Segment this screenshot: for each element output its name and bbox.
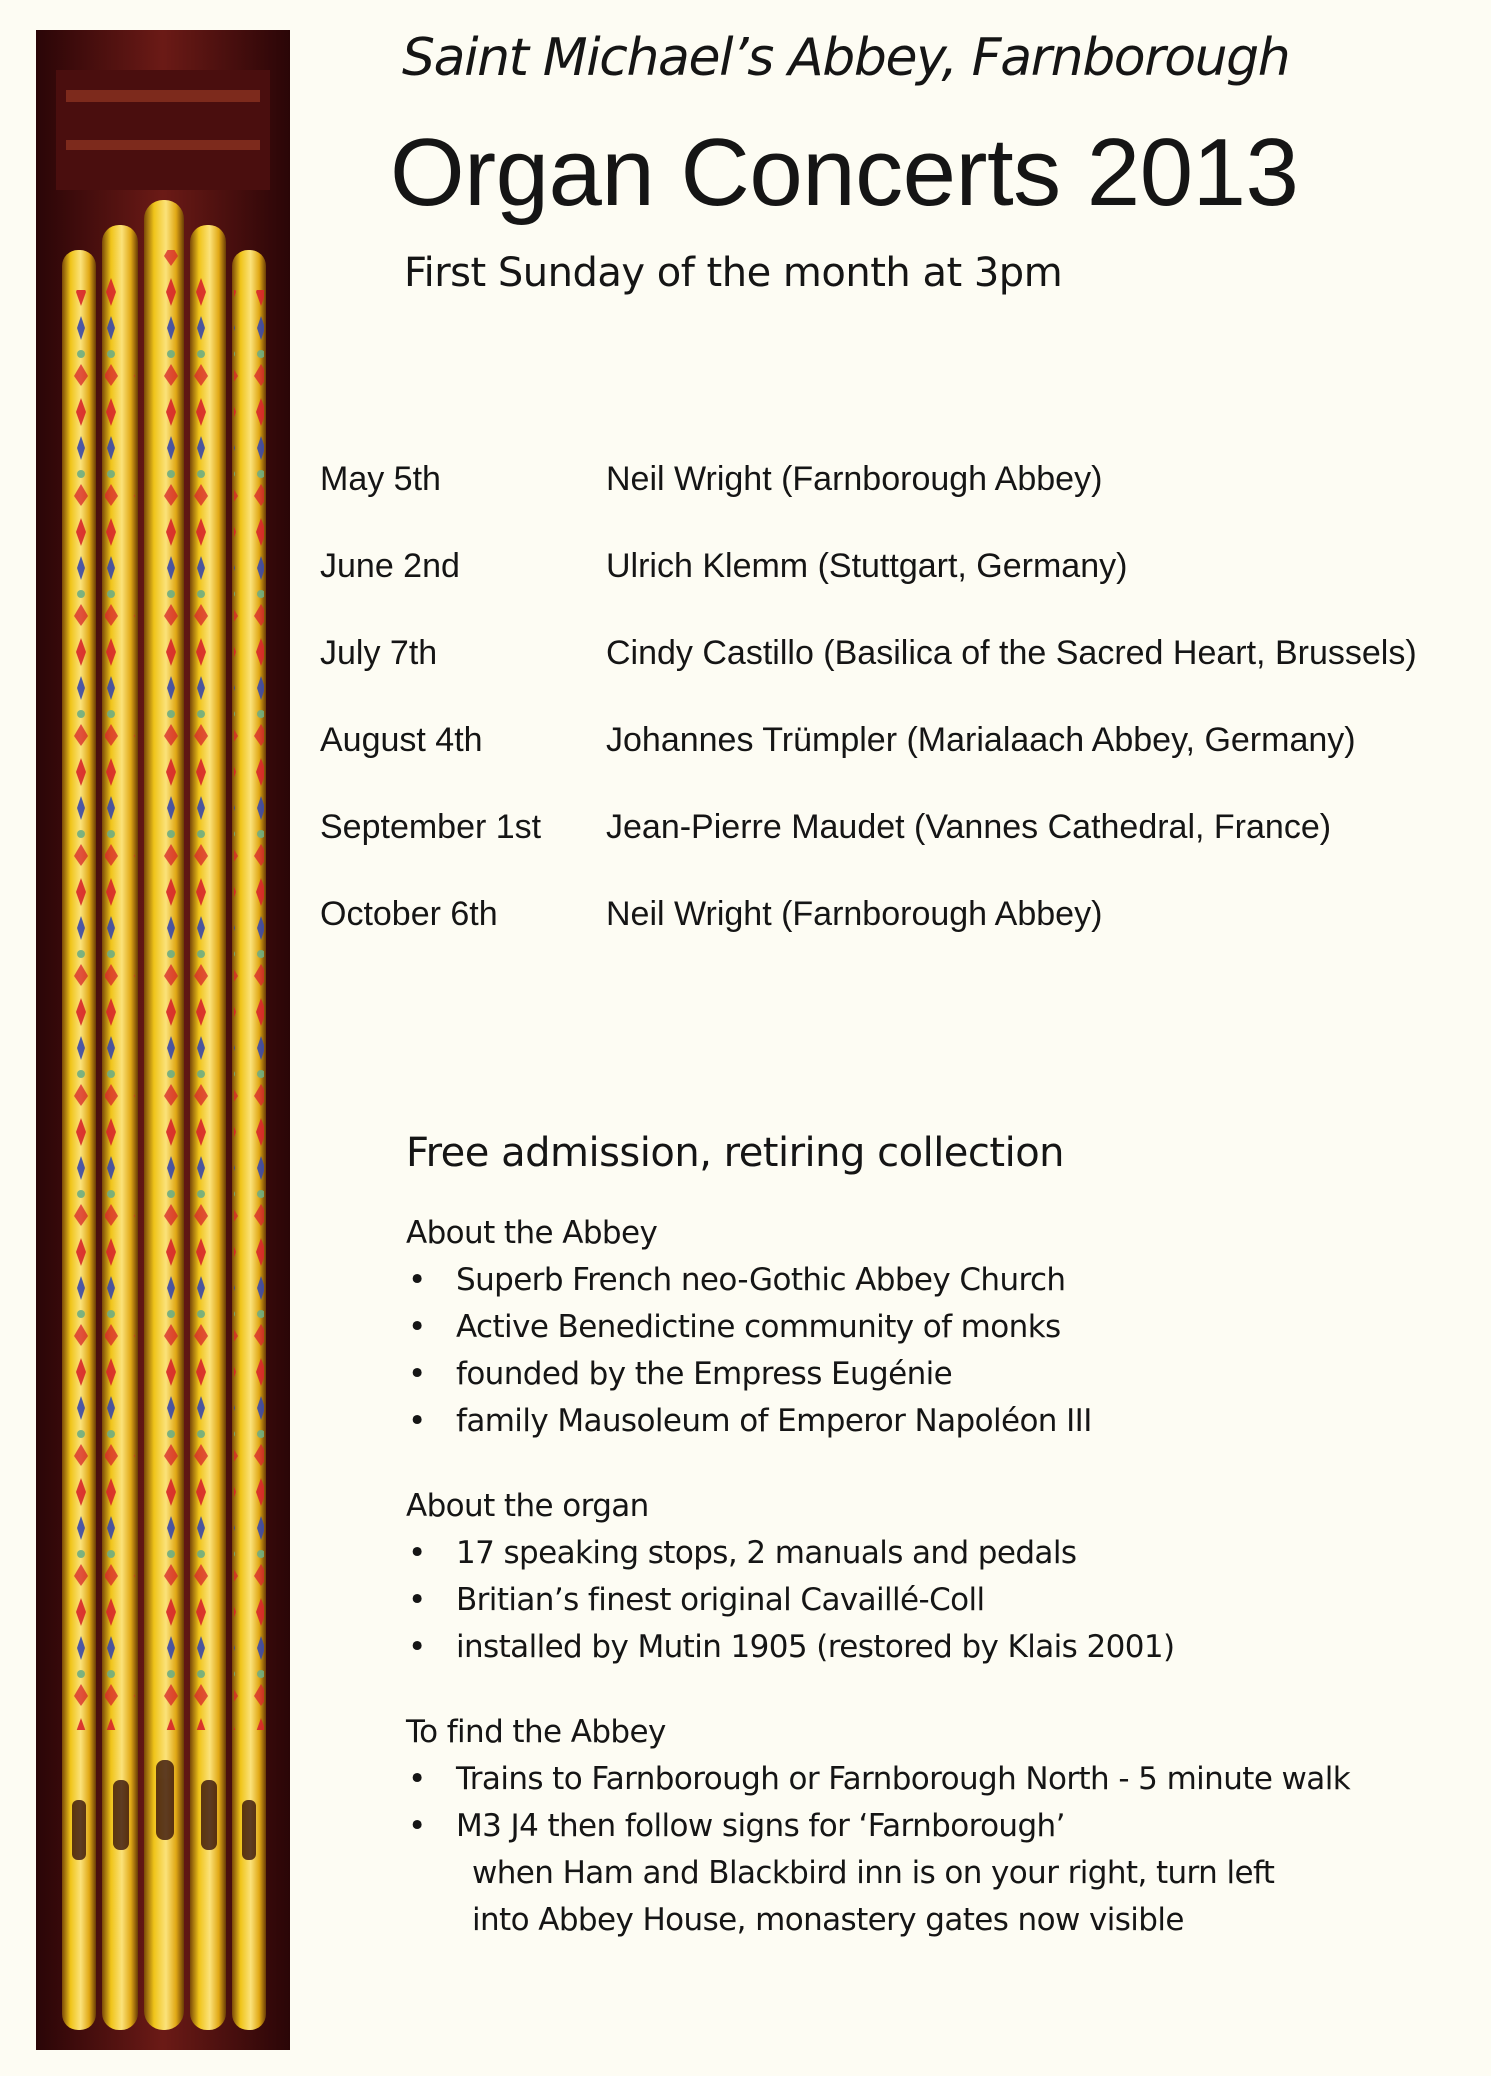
concert-performer: Johannes Trümpler (Marialaach Abbey, Germany) — [606, 721, 1356, 759]
concert-date: September 1st — [320, 808, 542, 846]
concert-performer: Neil Wright (Farnborough Abbey) — [606, 460, 1103, 498]
list-item: • Trains to Farnborough or Farnborough North - 5 minute walk — [406, 1756, 1350, 1803]
directions-continuation: into Abbey House, monastery gates now visible — [472, 1902, 1184, 1938]
list-item: • 17 speaking stops, 2 manuals and pedals — [406, 1530, 1350, 1577]
directions-list — [406, 1756, 1350, 1850]
info-section — [406, 1130, 1350, 1944]
page-title: Organ Concerts 2013 — [390, 119, 1299, 226]
list-item: • installed by Mutin 1905 (restored by Klais 2001) — [406, 1624, 1350, 1671]
list-item: • Britian’s finest original Cavaillé-Coll — [406, 1577, 1350, 1624]
admission-note: Free admission, retiring collection — [406, 1130, 1065, 1176]
concert-date: July 7th — [320, 634, 438, 672]
concert-date: October 6th — [320, 895, 498, 933]
list-item: • founded by the Empress Eugénie — [406, 1351, 1350, 1398]
about-organ-list — [406, 1530, 1350, 1671]
schedule-note: First Sunday of the month at 3pm — [404, 250, 1063, 296]
list-item: • M3 J4 then follow signs for ‘Farnborough’ — [406, 1803, 1350, 1850]
directions-title: To find the Abbey — [406, 1714, 666, 1750]
concert-performer: Cindy Castillo (Basilica of the Sacred Heart, Brussels) — [606, 634, 1417, 672]
venue-heading: Saint Michael’s Abbey, Farnborough — [402, 28, 1290, 88]
concert-performer: Neil Wright (Farnborough Abbey) — [606, 895, 1103, 933]
about-abbey-title: About the Abbey — [406, 1215, 658, 1251]
about-abbey-list — [406, 1257, 1350, 1445]
concert-date: August 4th — [320, 721, 483, 759]
list-item: • Active Benedictine community of monks — [406, 1304, 1350, 1351]
concert-date: June 2nd — [320, 547, 460, 585]
list-item: • family Mausoleum of Emperor Napoléon III — [406, 1398, 1350, 1445]
list-item: • Superb French neo-Gothic Abbey Church — [406, 1257, 1350, 1304]
concert-performer: Jean-Pierre Maudet (Vannes Cathedral, France) — [606, 808, 1332, 846]
about-organ-title: About the organ — [406, 1488, 649, 1524]
concert-date: May 5th — [320, 460, 441, 498]
directions-continuation: when Ham and Blackbird inn is on your right, turn left — [472, 1855, 1275, 1891]
concert-performer: Ulrich Klemm (Stuttgart, Germany) — [606, 547, 1128, 585]
organ-pipes-photo — [36, 30, 290, 2050]
